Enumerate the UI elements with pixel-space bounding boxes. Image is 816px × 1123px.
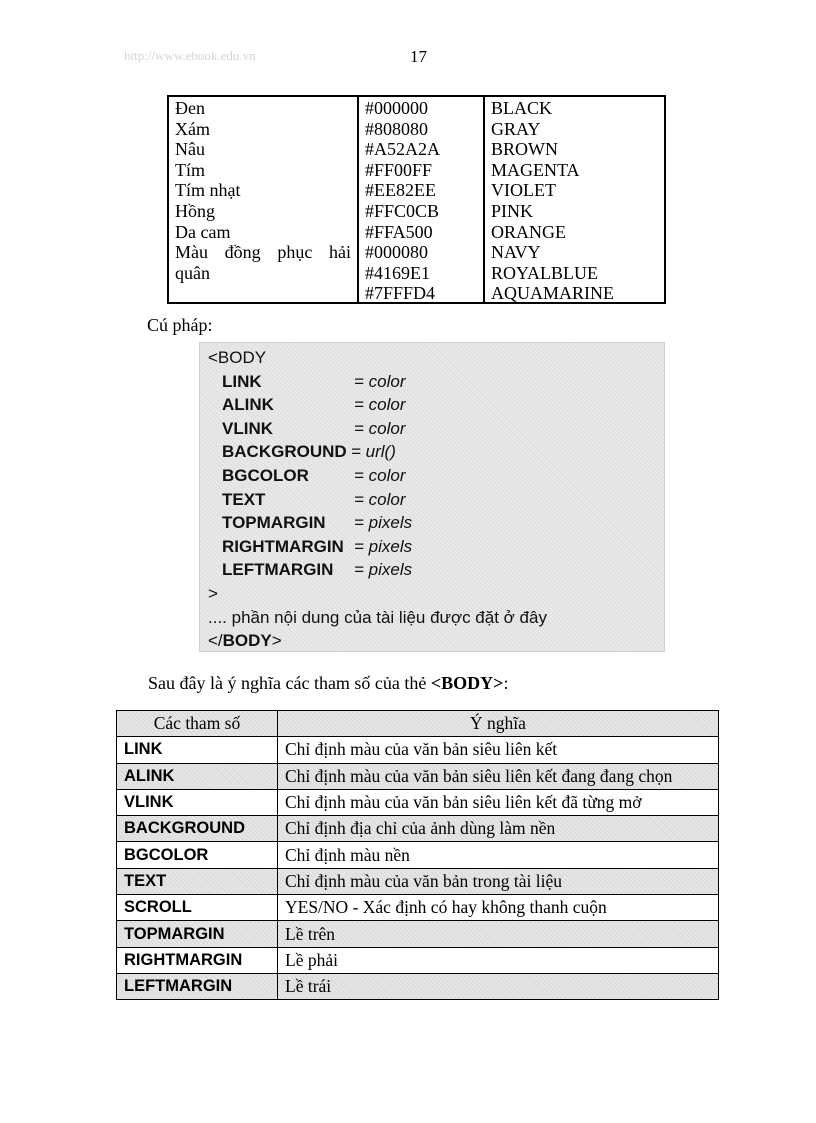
color-hex: #A52A2A bbox=[365, 139, 440, 160]
color-constant: GRAY bbox=[491, 118, 541, 139]
param-name: LINK bbox=[117, 737, 278, 763]
param-name: BGCOLOR bbox=[117, 842, 278, 868]
code-param-value: = pixels bbox=[354, 513, 413, 533]
code-param-name: ALINK bbox=[222, 395, 274, 415]
code-param-name: TEXT bbox=[222, 489, 266, 509]
code-line bbox=[208, 558, 664, 582]
intro-tag: <BODY> bbox=[430, 673, 504, 693]
color-name: Da cam bbox=[175, 221, 231, 242]
param-name: BACKGROUND bbox=[117, 816, 278, 842]
code-close-prefix: </ bbox=[208, 631, 223, 651]
color-hex: #FFA500 bbox=[365, 221, 433, 242]
color-hex-column bbox=[359, 97, 485, 302]
color-hex: #FFC0CB bbox=[365, 200, 440, 221]
param-meaning: Chỉ định màu của văn bản trong tài liệu bbox=[278, 868, 719, 894]
intro-text: Sau đây là ý nghĩa các tham số của thẻ bbox=[148, 673, 431, 693]
color-hex: #7FFFD4 bbox=[365, 283, 436, 304]
color-constant: ORANGE bbox=[491, 221, 566, 242]
code-close-tag: BODY bbox=[222, 631, 272, 651]
table-row bbox=[117, 868, 719, 894]
param-meaning: Chỉ định màu nền bbox=[278, 842, 719, 868]
intro-suffix: : bbox=[503, 673, 509, 693]
color-constant: AQUAMARINE bbox=[491, 283, 614, 304]
color-constant: BLACK bbox=[491, 98, 553, 118]
color-name: Màu đồng phục hải bbox=[175, 242, 351, 263]
param-meaning: Lề trái bbox=[278, 973, 719, 999]
color-hex: #4169E1 bbox=[365, 262, 430, 283]
code-close-suffix: > bbox=[271, 631, 282, 651]
code-param-name: BGCOLOR bbox=[222, 465, 309, 485]
param-name: ALINK bbox=[117, 763, 278, 789]
color-hex: #EE82EE bbox=[365, 180, 436, 201]
param-meaning: Chỉ định màu của văn bản siêu liên kết đã từng mở bbox=[278, 789, 719, 815]
syntax-label: Cú pháp: bbox=[147, 315, 213, 335]
table-row bbox=[117, 816, 719, 842]
code-param-name: RIGHTMARGIN bbox=[222, 536, 344, 556]
code-line bbox=[208, 606, 664, 630]
code-param-value: = color bbox=[354, 489, 406, 509]
code-param-value: = color bbox=[354, 465, 406, 485]
param-name: LEFTMARGIN bbox=[117, 973, 278, 999]
code-param-name: VLINK bbox=[222, 418, 273, 438]
code-line bbox=[208, 464, 664, 488]
param-meaning: YES/NO - Xác định có hay không thanh cuộn bbox=[278, 895, 719, 921]
param-meaning: Chỉ định màu của văn bản siêu liên kết đang đang chọn bbox=[278, 763, 719, 789]
code-open-tag: <BODY bbox=[208, 348, 267, 367]
color-hex: #000080 bbox=[365, 242, 428, 263]
color-name: Đen bbox=[175, 98, 205, 118]
param-name: RIGHTMARGIN bbox=[117, 947, 278, 973]
code-block bbox=[199, 342, 665, 652]
table-row bbox=[117, 789, 719, 815]
code-close-bracket: > bbox=[208, 583, 218, 603]
color-name: Tím bbox=[175, 159, 205, 180]
code-content-line: .... phần nội dung của tài liệu được đặt ở đây bbox=[208, 607, 547, 627]
color-name: Xám bbox=[175, 118, 210, 139]
param-meaning: Lề trên bbox=[278, 921, 719, 947]
header-params: Các tham số bbox=[117, 711, 278, 737]
color-hex: #808080 bbox=[365, 118, 428, 139]
param-name: VLINK bbox=[117, 789, 278, 815]
color-table bbox=[167, 95, 666, 304]
table-row bbox=[117, 763, 719, 789]
code-line bbox=[208, 393, 664, 417]
code-line bbox=[208, 370, 664, 394]
header-url: http://www.ebook.edu.vn bbox=[124, 48, 256, 63]
param-name: SCROLL bbox=[117, 895, 278, 921]
color-constant: MAGENTA bbox=[491, 159, 580, 180]
code-line bbox=[208, 488, 664, 512]
code-line bbox=[208, 629, 664, 653]
code-line bbox=[208, 346, 664, 370]
param-meaning: Chỉ định màu của văn bản siêu liên kết bbox=[278, 737, 719, 763]
color-constant-column bbox=[485, 97, 664, 302]
color-names-column bbox=[169, 97, 359, 302]
code-param-name: LEFTMARGIN bbox=[222, 560, 334, 580]
color-hex: #000000 bbox=[365, 98, 428, 118]
color-name: Tím nhạt bbox=[175, 180, 241, 201]
code-line bbox=[208, 511, 664, 535]
header-meaning: Ý nghĩa bbox=[278, 711, 719, 737]
table-row bbox=[117, 973, 719, 999]
code-line bbox=[208, 440, 664, 464]
code-param-value: = color bbox=[354, 418, 406, 438]
code-param-name: TOPMARGIN bbox=[222, 513, 326, 533]
color-name: Nâu bbox=[175, 139, 205, 160]
table-header-row bbox=[117, 711, 719, 737]
color-constant: NAVY bbox=[491, 242, 541, 263]
color-constant: ROYALBLUE bbox=[491, 262, 598, 283]
code-param-value: = pixels bbox=[354, 560, 413, 580]
code-line bbox=[208, 582, 664, 606]
table-row bbox=[117, 737, 719, 763]
code-param-name: LINK bbox=[222, 371, 262, 391]
params-table bbox=[116, 710, 719, 1000]
code-param-value: = color bbox=[354, 371, 406, 391]
code-line bbox=[208, 535, 664, 559]
table-row bbox=[117, 921, 719, 947]
param-meaning: Lề phải bbox=[278, 947, 719, 973]
color-constant: BROWN bbox=[491, 139, 558, 160]
code-line bbox=[208, 417, 664, 441]
table-row bbox=[117, 842, 719, 868]
table-row bbox=[117, 947, 719, 973]
page-number: 17 bbox=[410, 47, 427, 66]
color-hex: #FF00FF bbox=[365, 159, 433, 180]
param-name: TOPMARGIN bbox=[117, 921, 278, 947]
color-constant: PINK bbox=[491, 200, 534, 221]
param-meaning: Chỉ định địa chỉ của ảnh dùng làm nền bbox=[278, 816, 719, 842]
param-name: TEXT bbox=[117, 868, 278, 894]
intro-paragraph bbox=[148, 673, 508, 694]
color-constant: VIOLET bbox=[491, 180, 556, 201]
table-row bbox=[117, 895, 719, 921]
code-param-name: BACKGROUND bbox=[222, 442, 347, 462]
code-param-value: = url() bbox=[351, 442, 396, 462]
code-param-value: = pixels bbox=[354, 536, 413, 556]
color-name: quân bbox=[175, 262, 210, 283]
color-name: Hồng bbox=[175, 200, 215, 221]
code-param-value: = color bbox=[354, 395, 406, 415]
